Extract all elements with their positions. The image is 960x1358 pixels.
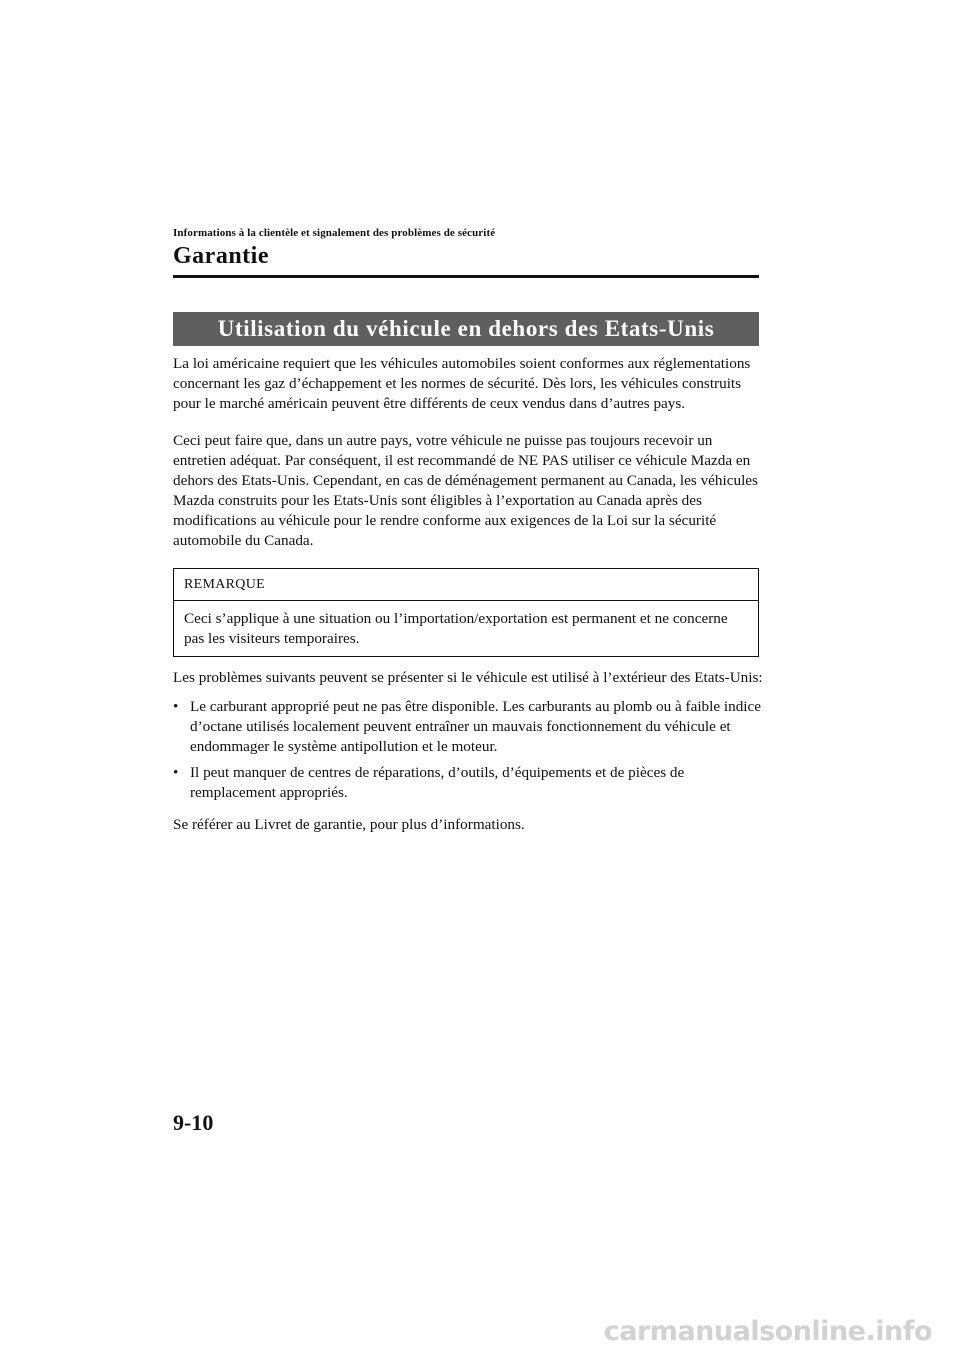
- note-body: Ceci s’applique à une situation ou l’importation/exportation est permanent et ne concerne pas les visiteurs temporaires.: [184, 610, 728, 647]
- page-number: 9-10: [173, 1110, 214, 1135]
- bullet-icon: •: [173, 698, 179, 715]
- note-title: REMARQUE: [174, 569, 758, 601]
- list-item: [173, 763, 763, 803]
- problems-intro: Les problèmes suivants peuvent se présenter si le véhicule est utilisé à l’extérieur des Etats-Unis:: [173, 669, 763, 686]
- note-box: [173, 568, 759, 657]
- section-heading: Utilisation du véhicule en dehors des Etats-Unis: [173, 312, 759, 346]
- main-content: [173, 354, 763, 852]
- watermark: carmanualsonline.info: [603, 1316, 932, 1347]
- list-item-text: Le carburant approprié peut ne pas être disponible. Les carburants au plomb ou à faible indice d’octane utilisés localement peuvent entraîner un mauvais fonctionnement du véhicule et endommager le système antipollution et le moteur.: [190, 698, 761, 755]
- bullet-icon: •: [173, 764, 179, 781]
- problems-list: [173, 697, 763, 803]
- page-title: Garantie: [173, 243, 269, 269]
- breadcrumb: Informations à la clientèle et signalement des problèmes de sécurité: [173, 227, 496, 239]
- paragraph-intro: La loi américaine requiert que les véhicules automobiles soient conformes aux réglementations concernant les gaz d’échappement et les normes de sécurité. Dès lors, les véhicules construits pour le marché américain peuvent être différents de ceux vendus dans d’autres pays.: [173, 355, 751, 412]
- closing-text: Se référer au Livret de garantie, pour plus d’informations.: [173, 816, 525, 833]
- title-divider: [173, 275, 759, 278]
- list-item: [173, 697, 763, 757]
- list-item-text: Il peut manquer de centres de réparations, d’outils, d’équipements et de pièces de remplacement appropriés.: [190, 764, 685, 801]
- paragraph-recommendation: Ceci peut faire que, dans un autre pays, votre véhicule ne puisse pas toujours recevoir un entretien adéquat. Par conséquent, il est recommandé de NE PAS utiliser ce véhicule Mazda en dehors des Etats-Unis. Cependant, en cas de déménagement permanent au Canada, les véhicules Mazda construits pour les Etats-Unis sont éligibles à l’exportation au Canada après des modifications au véhicule pour le rendre conforme aux exigences de la Loi sur la sécurité automobile du Canada.: [173, 432, 758, 549]
